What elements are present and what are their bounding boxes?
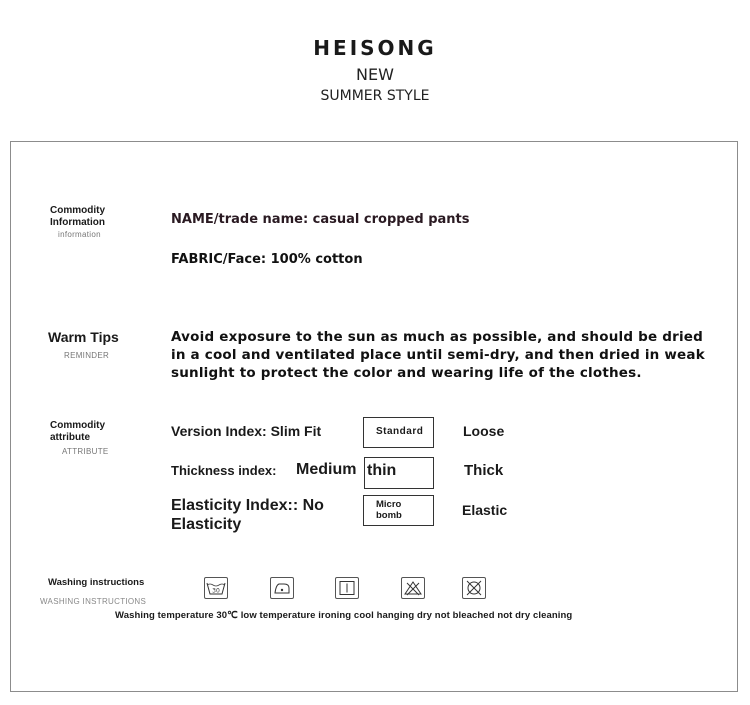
no-dry-clean-icon [462,577,486,599]
attribute-label-line1: Commodity [50,420,105,431]
thickness-medium: Medium [296,461,357,478]
warm-tips-label: Warm Tips [48,329,119,345]
attribute-label [50,420,105,444]
attribute-label-line2: attribute [50,432,90,443]
thickness-thin-text: thin [367,462,397,479]
commodity-info-label-line1: Commodity [50,205,105,216]
hang-dry-icon [335,577,359,599]
washing-sublabel: WASHING INSTRUCTIONS [40,597,147,606]
wash-temp-text: 30 [212,587,220,595]
attribute-sublabel: ATTRIBUTE [62,447,109,456]
commodity-info-label-line2: Information [50,217,105,228]
elasticity-index-label [171,496,324,534]
header-summer-style: SUMMER STYLE [320,88,430,104]
warm-tips-text: Avoid exposure to the sun as much as possible, and should be dried in a cool and ventilated place until semi-dry, and then dried in weak sunlight to protect the color and wearing life of the clothes. [171,329,705,381]
elasticity-label-line2: Elasticity [171,516,242,533]
version-loose: Loose [463,423,505,439]
trade-name: NAME/trade name: casual cropped pants [171,212,470,227]
thickness-thin-box [364,457,434,489]
thickness-index-label: Thickness index: [171,463,277,478]
elasticity-micro-line1: Micro [376,499,402,510]
warm-tips-sublabel: REMINDER [64,351,110,360]
thickness-thick: Thick [464,462,504,479]
iron-low-icon [270,577,294,599]
elasticity-label-line1: Elasticity Index:: No [171,497,324,514]
version-standard-text: Standard [376,426,424,437]
fabric: FABRIC/Face: 100% cotton [171,252,363,267]
washing-label: Washing instructions [48,577,145,588]
elasticity-elastic: Elastic [462,502,508,518]
version-standard-box [363,417,434,448]
no-bleach-icon [401,577,425,599]
elasticity-micro-text [376,499,402,521]
header-new: NEW [356,65,394,84]
wash-30-icon [204,577,228,599]
elasticity-micro-box [363,495,434,526]
elasticity-micro-line2: bomb [376,510,402,521]
commodity-info-sublabel: information [58,230,101,239]
version-index-label: Version Index: Slim Fit [171,423,322,439]
washing-text: Washing temperature 30℃ low temperature ironing cool hanging dry not bleached not dry cleaning [115,610,573,621]
commodity-info-label [50,205,105,229]
brand-title: HEISONG [313,36,437,60]
